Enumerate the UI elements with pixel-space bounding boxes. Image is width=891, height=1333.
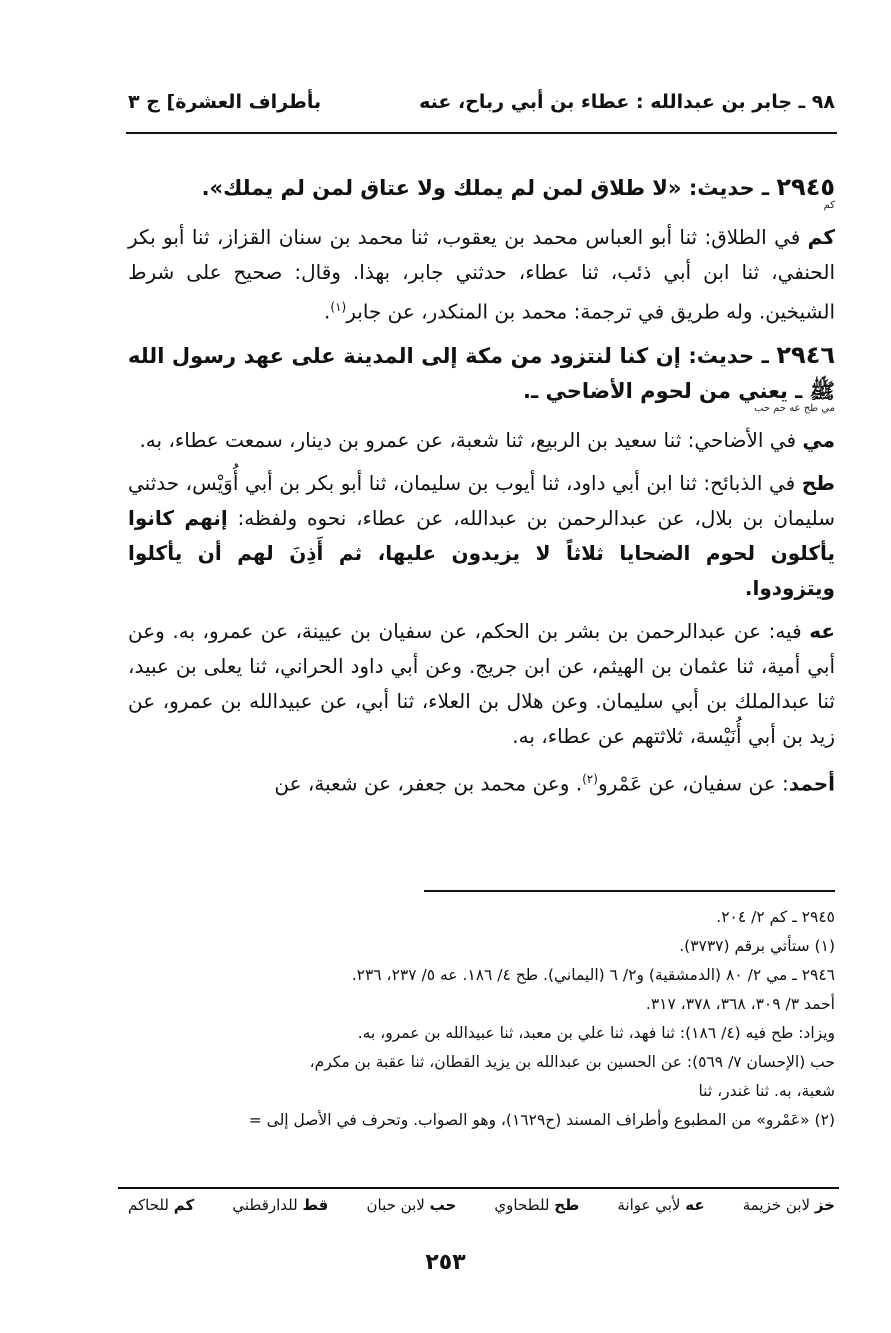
footnote-line: ٢٩٤٥ ـ كم ٢/ ٢٠٤. [716,908,835,926]
hadith-2946-heading [128,338,835,415]
source-code: طح [801,470,835,495]
hadith-2946-mi [128,423,835,458]
abbreviation-item: قط للدارقطني [232,1196,329,1214]
hadith-wording: إنهم كانوا يأكلون لحوم الضحايا ثلاثاً لا يزيدون عليها، ثم أَذِنَ لهم أن يأكلوا ويتزودوا. [128,505,835,600]
page-number: ٢٥٣ [425,1250,466,1275]
hadith-2945-heading [128,170,835,212]
abbreviation-item: كم للحاكم [128,1196,195,1214]
running-header [128,82,835,122]
chain-text: في الذبائح: ثنا ابن أبي داود، ثنا أيوب بن سليمان، ثنا أبو بكر بن أبي أُوَيْس، حدثني سليمان بن بلال، عن عبدالرحمن بن عبدالله، عن عطاء، نحوه ولفظه: [128,470,835,530]
margin-sources: مي طح عه حم حب [754,402,835,414]
footnote-line: حب (الإحسان ٧/ ٥٦٩): عن الحسين بن عبدالله بن يزيد القطان، ثنا عقبة بن مكرم، [309,1053,835,1071]
footnotes [128,903,835,1135]
header-divider [126,132,837,134]
hadith-2946-tah [128,466,835,606]
hadith-2946-ahmad [128,762,835,802]
hadith-number: ٢٩٤٥ [776,173,835,201]
chain-text: في الأضاحي: ثنا سعيد بن الربيع، ثنا شعبة، عن عمرو بن دينار، سمعت عطاء، به. [139,427,803,452]
footnote-line: أحمد ٣/ ٣٠٩، ٣٦٨، ٣٧٨، ٣١٧. [645,995,835,1013]
source-code: عه [809,618,835,643]
hadith-2945-chain: كم في الطلاق: ثنا أبو العباس محمد بن يعقوب، ثنا محمد بن سنان القزاز، ثنا أبو بكر الحنفي، ثنا ابن أبي ذئب، ثنا عطاء، حدثني جابر، بهذا. وقال: صحيح على شرط الشيخين. وله طريق في ترجمة: محمد بن المنكدر، عن جابر$^{(١)}$. [128,225,835,324]
header-hadith-chain: ٩٨ ـ جابر بن عبدالله : عطاء بن أبي رباح، عنه [419,91,835,113]
chain-text: في الطلاق: ثنا أبو العباس محمد بن يعقوب، ثنا محمد بن سنان القزاز، ثنا أبو بكر الحنفي، ثنا ابن أبي ذئب، ثنا عطاء، حدثني جابر، بهذا. وقال: صحيح على شرط الشيخين. وله طريق في ترجمة: محمد بن المنكدر، عن جابر [128,225,835,324]
footnote-line: (٢) «عَمْرو» من المطبوع وأطراف المسند (ح١٦٢٩)، وهو الصواب. وتحرف في الأصل إلى = [248,1111,835,1129]
source-code: أحمد [788,771,835,796]
source-code: مي [802,427,835,452]
hadith-title: ـ حديث: إن كنا لنتزود من مكة إلى المدينة على عهد رسول الله ﷺ ـ يعني من لحوم الأضاحي ـ. [128,343,835,403]
footnote-ref[interactable]: (٢) [582,771,598,786]
abbreviation-item: طح للطحاوي [494,1196,580,1214]
main-text [128,170,835,809]
hadith-number: ٢٩٤٦ [776,340,835,369]
footnote-ref[interactable]: (١) [330,300,347,314]
abbreviation-item: عه لأبي عوانة [617,1196,705,1214]
abbreviation-item: حب لابن حبان [366,1196,457,1214]
chain-text: . وعن محمد بن جعفر، عن شعبة، عن [274,771,583,796]
abbreviations-divider [118,1187,839,1189]
chain-text: : عن سفيان، عن عَمْرو [597,771,789,796]
margin-sources: كم [823,200,835,211]
hadith-title: ـ حديث: «لا طلاق لمن لم يملك ولا عتاق لمن لم يملك». [201,176,777,200]
footnote-line: ويزاد: طح فيه (٤/ ١٨٦): ثنا فهد، ثنا علي بن معبد، ثنا عبيدالله بن عمرو، به. [357,1024,835,1042]
footnote-line: ٢٩٤٦ ـ مي ٢/ ٨٠ (الدمشقية) و٢/ ٦ (اليماني). طح ٤/ ١٨٦. عه ٥/ ٢٣٧، ٢٣٦. [351,966,835,984]
chain-text: فيه: عن عبدالرحمن بن بشر بن الحكم، عن سفيان بن عيينة، عن عمرو، به. وعن أبي أمية، ثنا عثمان بن الهيثم، عن ابن جريج. وعن أبي داود الحراني، ثنا يعلى بن عبيد، ثنا عبدالملك بن أبي سليمان. وعن هلال بن العلاء، ثنا أبي، عن عبيدالله بن عمرو، عن زيد بن أبي أُنَيْسة، ثلاثتهم عن عطاء، به. [128,618,835,748]
footnote-line: (١) ستأتي برقم (٣٧٣٧). [679,937,835,955]
footnote-divider [424,890,835,892]
footnote-line: شعبة، به. ثنا غندر، ثنا [698,1082,835,1100]
header-book-volume: بأطراف العشرة] ج ٣ [128,91,322,113]
source-code: كم [807,225,835,249]
hadith-2946-ah [128,614,835,754]
abbreviations-key [128,1196,835,1214]
abbreviation-item: خز لابن خزيمة [742,1196,835,1214]
